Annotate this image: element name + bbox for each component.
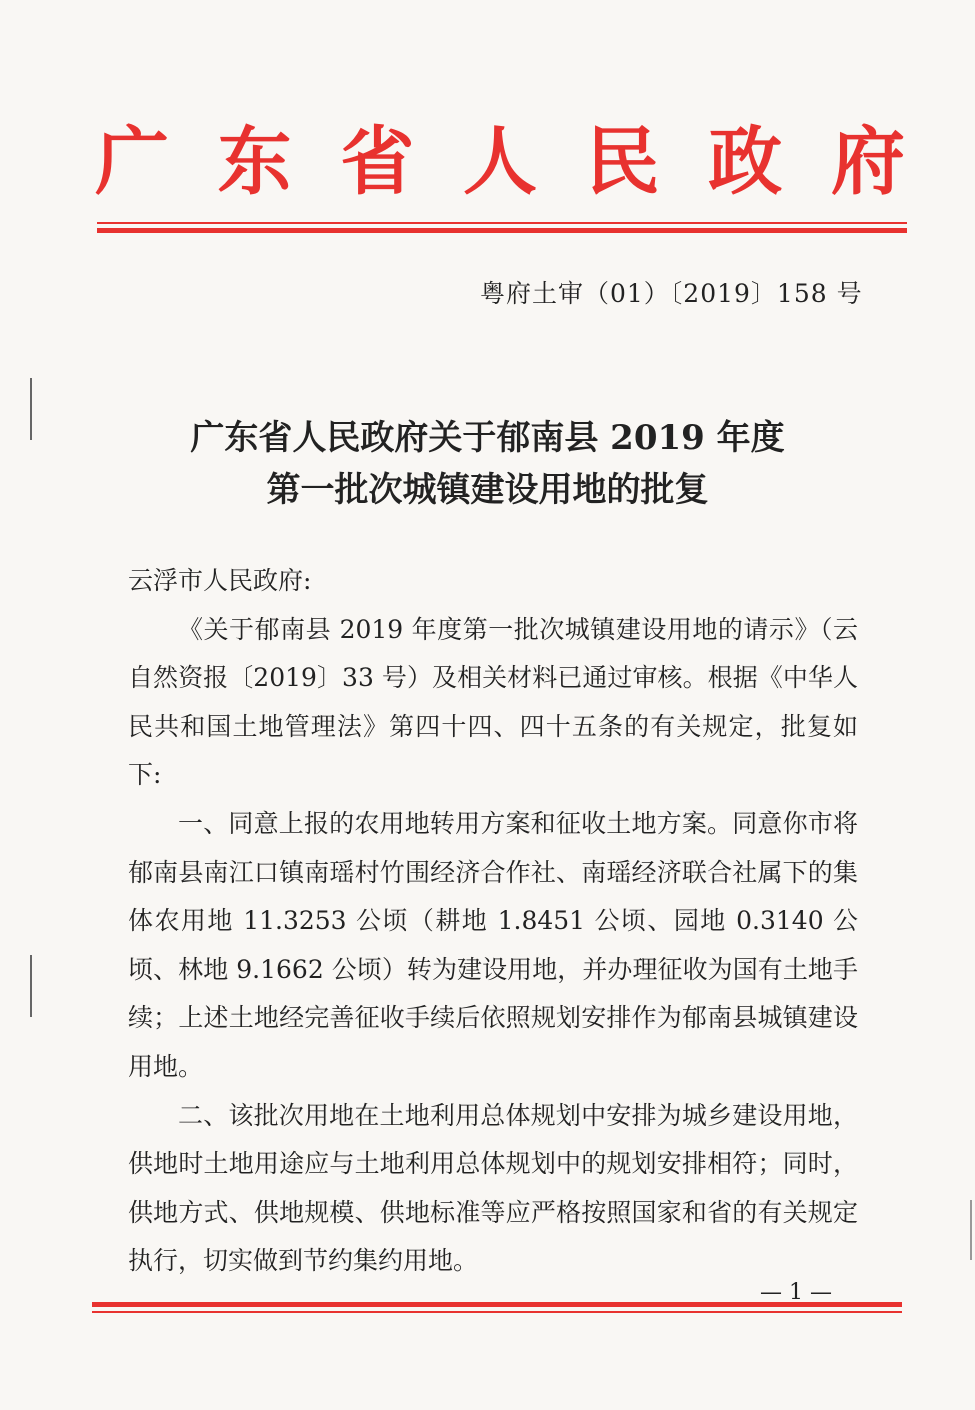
binding-mark xyxy=(30,378,32,440)
header-char: 政 xyxy=(708,119,783,205)
header-char: 府 xyxy=(830,119,905,205)
document-number: 粤府土审（01）〔2019〕158 号 xyxy=(480,279,863,308)
header-char: 广 xyxy=(95,119,169,205)
salutation: 云浮市人民政府: xyxy=(128,566,312,595)
paragraph-2: 二、该批次用地在土地利用总体规划中安排为城乡建设用地，供地时土地用途应与土地利用总体规划中的规划安排相符；同时，供地方式、供地规模、供地标准等应严格按照国家和省的有关规定执行，切实做到节约集约用地。 xyxy=(128,1100,858,1276)
header-char: 省 xyxy=(340,119,415,205)
header-char: 民 xyxy=(585,119,660,205)
header-rule-thin xyxy=(97,222,907,224)
page-number: — 1 — xyxy=(760,1280,832,1305)
binding-mark xyxy=(30,955,32,1017)
document-body xyxy=(128,557,858,1286)
issuer-header xyxy=(95,112,905,212)
title-line-2: 第一批次城镇建设用地的批复 xyxy=(266,470,709,510)
paragraph-1: 一、同意上报的农用地转用方案和征收土地方案。同意你市将郁南县南江口镇南瑶村竹围经济合作社、南瑶经济联合社属下的集体农用地 11.3253 公顷（耕地 1.8451 公顷、园地 0.3140 公顷、林地 9.1662 公顷）转为建设用地，并办理征收为国有土地手续；上述土地经完善征收手续后依照规划安排作为郁南县城镇建设用地。 xyxy=(128,808,858,1081)
header-rule-thick xyxy=(97,228,907,233)
header-char: 东 xyxy=(217,119,292,205)
header-char: 人 xyxy=(462,119,537,205)
intro-paragraph: 《关于郁南县 2019 年度第一批次城镇建设用地的请示》（云自然资报〔2019〕33 号）及相关材料已通过审核。根据《中华人民共和国土地管理法》第四十四、四十五条的有关规定，批复如下: xyxy=(128,614,858,790)
footer-rule-thin xyxy=(92,1311,902,1313)
title-line-1: 广东省人民政府关于郁南县 2019 年度 xyxy=(190,418,785,458)
scan-edge-mark xyxy=(970,1200,972,1260)
document-title xyxy=(100,412,875,516)
